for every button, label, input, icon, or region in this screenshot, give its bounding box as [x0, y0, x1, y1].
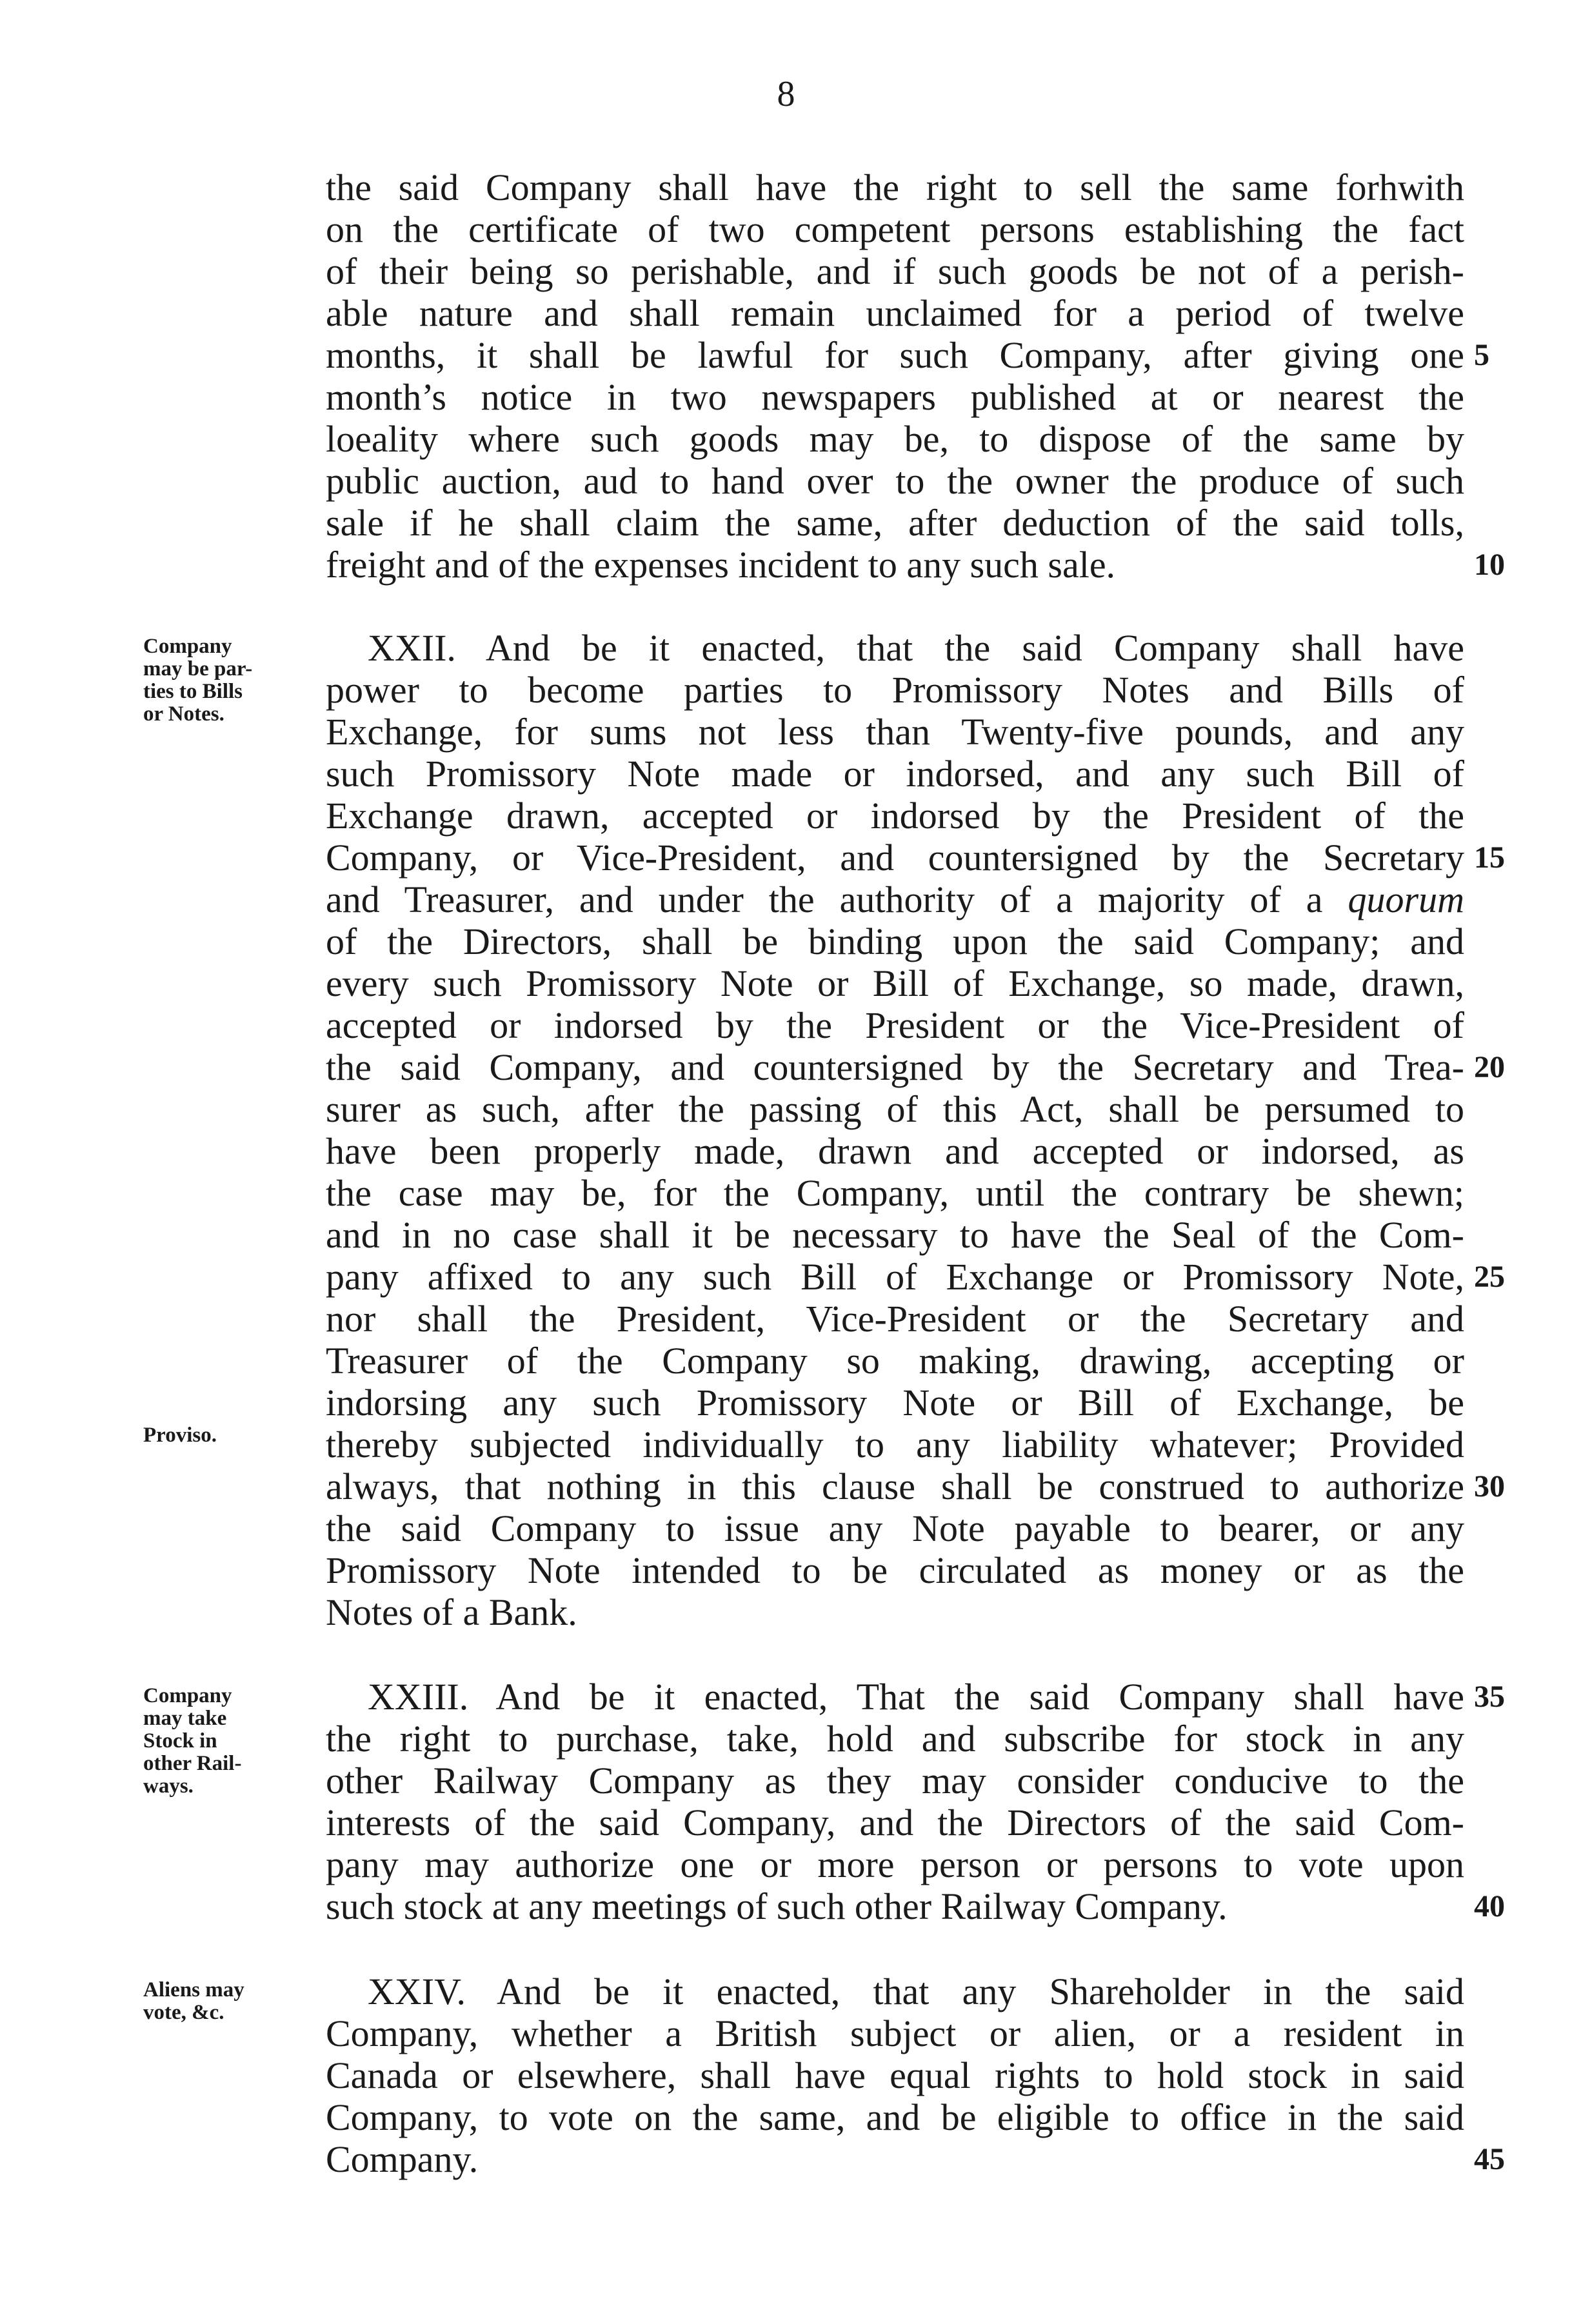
text-line: Canada or elsewhere, shall have equal rights to hold stock in said	[326, 2054, 1464, 2096]
text-line: XXIV. And be it enacted, that any Shareholder in the said	[368, 1971, 1464, 2012]
margin-note-line: other Rail-	[143, 1752, 242, 1775]
text-line: freight and of the expenses incident to any such sale.	[326, 544, 1116, 586]
section-xxiv	[326, 1971, 1464, 2180]
text-line: the case may be, for the Company, until the contrary be shewn;	[326, 1172, 1464, 1214]
text-line: loeality where such goods may be, to dispose of the same by	[326, 418, 1464, 460]
margin-note-line: Aliens may	[143, 1978, 244, 2001]
text-line: and in no case shall it be necessary to have the Seal of the Com-	[326, 1214, 1464, 1256]
text-line: always, that nothing in this clause shall be construed to authorize	[326, 1465, 1464, 1507]
margin-note-line: Proviso.	[143, 1424, 217, 1447]
text-line: Company, or Vice-President, and countersigned by the Secretary	[326, 837, 1464, 879]
text-line: surer as such, after the passing of this Act, shall be persumed to	[326, 1088, 1464, 1130]
text-line: sale if he shall claim the same, after deduction of the said tolls,	[326, 502, 1464, 544]
text-line: Treasurer of the Company so making, drawing, accepting or	[326, 1340, 1464, 1382]
line-number: 45	[1474, 2142, 1505, 2176]
text-line: every such Promissory Note or Bill of Exchange, so made, drawn,	[326, 962, 1464, 1004]
text-line: accepted or indorsed by the President or the Vice-President of	[326, 1004, 1464, 1046]
line-number: 35	[1474, 1680, 1505, 1714]
section-xxiii	[326, 1676, 1464, 1927]
italic-word: quorum	[1348, 879, 1464, 920]
text-line: nor shall the President, Vice-President or the Secretary and	[326, 1298, 1464, 1340]
margin-note-line: may be par-	[143, 657, 253, 680]
text-line: the right to purchase, take, hold and subscribe for stock in any	[326, 1718, 1464, 1760]
line-number: 5	[1474, 338, 1489, 372]
line-number: 10	[1474, 548, 1505, 582]
text-line: Exchange, for sums not less than Twenty-five pounds, and any	[326, 711, 1464, 753]
text-line: such stock at any meetings of such other Railway Company.	[326, 1885, 1228, 1927]
margin-note-line: ways.	[143, 1774, 194, 1798]
text-line: Promissory Note intended to be circulated as money or as the	[326, 1549, 1464, 1591]
line-number: 30	[1474, 1469, 1505, 1504]
text-line: Company, to vote on the same, and be eligible to office in the said	[326, 2096, 1464, 2138]
line-number: 25	[1474, 1260, 1505, 1294]
text-line: thereby subjected individually to any liability whatever; Provided	[326, 1424, 1464, 1465]
margin-note-proviso	[143, 1424, 304, 1447]
margin-note-line: vote, &c.	[143, 2001, 224, 2024]
text-line: indorsing any such Promissory Note or Bill of Exchange, be	[326, 1382, 1464, 1424]
text-line: Company.	[326, 2138, 479, 2180]
margin-note-line: or Notes.	[143, 702, 224, 726]
margin-note-line: Company	[143, 1684, 232, 1707]
text-line: pany affixed to any such Bill of Exchange or Promissory Note,	[326, 1256, 1464, 1298]
paragraph-continuation	[326, 166, 1464, 586]
page-number: 8	[777, 74, 795, 114]
text-line: the said Company to issue any Note payable to bearer, or any	[326, 1507, 1464, 1549]
text-line: the said Company, and countersigned by the Secretary and Trea-	[326, 1046, 1464, 1088]
text-line: public auction, aud to hand over to the owner the produce of such	[326, 460, 1464, 502]
line-number: 40	[1474, 1889, 1505, 1923]
text-line: XXIII. And be it enacted, That the said Company shall have	[368, 1676, 1464, 1718]
text-line: pany may authorize one or more person or persons to vote upon	[326, 1843, 1464, 1885]
margin-note-stock-other-railways	[143, 1685, 304, 1798]
text-line: Exchange drawn, accepted or indorsed by the President of the	[326, 795, 1464, 837]
text-line: the said Company shall have the right to sell the same forhwith	[326, 166, 1464, 208]
text-line: have been properly made, drawn and accepted or indorsed, as	[326, 1130, 1464, 1172]
line-number: 15	[1474, 840, 1505, 875]
text-line: Company, whether a British subject or alien, or a resident in	[326, 2012, 1464, 2054]
text-line: power to become parties to Promissory Notes and Bills of	[326, 669, 1464, 711]
margin-note-line: may take	[143, 1707, 227, 1730]
text-line: on the certificate of two competent persons establishing the fact	[326, 208, 1464, 250]
text-segment: and Treasurer, and under the authority of a majority of a	[326, 879, 1323, 920]
text-line: Notes of a Bank.	[326, 1591, 577, 1633]
text-line: other Railway Company as they may consider conducive to the	[326, 1760, 1464, 1802]
text-line: such Promissory Note made or indorsed, and any such Bill of	[326, 753, 1464, 795]
text-line: month’s notice in two newspapers published at or nearest the	[326, 376, 1464, 418]
margin-note-aliens-vote	[143, 1979, 304, 2024]
text-line: able nature and shall remain unclaimed for a period of twelve	[326, 292, 1464, 334]
line-number: 20	[1474, 1050, 1505, 1084]
text-line-with-italic	[326, 879, 1464, 920]
margin-note-line: Company	[143, 635, 232, 658]
text-line: of the Directors, shall be binding upon the said Company; and	[326, 920, 1464, 962]
margin-note-bills-notes	[143, 635, 304, 726]
text-line: of their being so perishable, and if such goods be not of a perish-	[326, 250, 1464, 292]
section-xxii	[326, 627, 1464, 1633]
text-line: XXII. And be it enacted, that the said Company shall have	[368, 627, 1464, 669]
text-line: months, it shall be lawful for such Company, after giving one	[326, 334, 1464, 376]
text-line: interests of the said Company, and the Directors of the said Com-	[326, 1802, 1464, 1843]
margin-note-line: ties to Bills	[143, 680, 243, 703]
margin-note-line: Stock in	[143, 1729, 217, 1753]
